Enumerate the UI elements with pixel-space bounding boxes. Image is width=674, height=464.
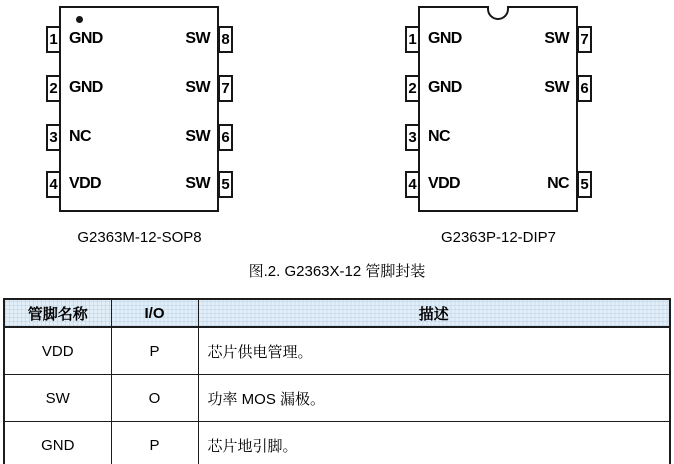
pin-number-box: 5: [218, 171, 233, 198]
pin-label: SW: [185, 175, 210, 192]
sop8-pin-4: [46, 170, 101, 198]
sop8-pin-1: [46, 25, 103, 53]
pin-label: GND: [428, 79, 462, 96]
pin-label: NC: [69, 128, 91, 145]
pin-number-box: 6: [577, 75, 592, 102]
pin-label: SW: [544, 79, 569, 96]
figure-caption: 图.2. G2363X-12 管脚封装: [248, 263, 426, 280]
pin-label: GND: [69, 30, 103, 47]
sop8-pin-6: [185, 123, 233, 151]
pin-number-box: 5: [577, 171, 592, 198]
sop8-pin-2: [46, 74, 103, 102]
cell-description: 芯片供电管理。: [198, 327, 670, 375]
pin-number-box: 1: [46, 26, 61, 53]
pin-number-box: 4: [405, 171, 420, 198]
pin-label: GND: [428, 30, 462, 47]
pin-label: NC: [547, 175, 569, 192]
cell-description: 芯片地引脚。: [198, 422, 670, 464]
pin-label: SW: [544, 30, 569, 47]
sop8-pin-8: [185, 25, 233, 53]
dip7-pin-7: [544, 25, 592, 53]
pin-number-box: 2: [405, 75, 420, 102]
sop8-pin-7: [185, 74, 233, 102]
pin-label: VDD: [69, 175, 101, 192]
table-header-row: [4, 299, 670, 327]
pin-label: VDD: [428, 175, 460, 192]
package-label-sop8: G2363M-12-SOP8: [77, 229, 202, 246]
sop8-pin-3: [46, 123, 91, 151]
cell-pin-name: GND: [4, 422, 111, 464]
dip7-pin-4: [405, 170, 460, 198]
cell-io: P: [111, 327, 198, 375]
header-io: I/O: [111, 299, 198, 327]
pin-label: NC: [428, 128, 450, 145]
pin-number-box: 7: [218, 75, 233, 102]
pin-label: SW: [185, 79, 210, 96]
cell-pin-name: SW: [4, 375, 111, 422]
pin-number-box: 6: [218, 124, 233, 151]
cell-description: 功率 MOS 漏极。: [198, 375, 670, 422]
pin-number-box: 3: [405, 124, 420, 151]
table-row: [4, 375, 670, 422]
pin-number-box: 4: [46, 171, 61, 198]
pin-description-table: [3, 298, 671, 464]
dip7-pin-6: [544, 74, 592, 102]
header-pin-name: 管脚名称: [4, 299, 111, 327]
pin-number-box: 2: [46, 75, 61, 102]
cell-pin-name: VDD: [4, 327, 111, 375]
pin-number-box: 7: [577, 26, 592, 53]
dip7-pin-2: [405, 74, 462, 102]
table-row: [4, 422, 670, 464]
pin-label: SW: [185, 128, 210, 145]
dip7-pin-3: [405, 123, 450, 151]
header-description: 描述: [198, 299, 670, 327]
sop8-pin-5: [185, 170, 233, 198]
dip7-pin-5: [547, 170, 592, 198]
dip7-pin-1: [405, 25, 462, 53]
pin-label: SW: [185, 30, 210, 47]
cell-io: O: [111, 375, 198, 422]
cell-io: P: [111, 422, 198, 464]
package-diagram-sop8: [46, 6, 233, 213]
pin-number-box: 3: [46, 124, 61, 151]
pin1-marker-dot: [76, 16, 83, 23]
package-diagram-dip7: [405, 6, 592, 213]
pin-label: GND: [69, 79, 103, 96]
table-row: [4, 327, 670, 375]
pin-number-box: 1: [405, 26, 420, 53]
pin-number-box: 8: [218, 26, 233, 53]
orientation-notch: [487, 6, 509, 20]
package-label-dip7: G2363P-12-DIP7: [440, 229, 557, 246]
